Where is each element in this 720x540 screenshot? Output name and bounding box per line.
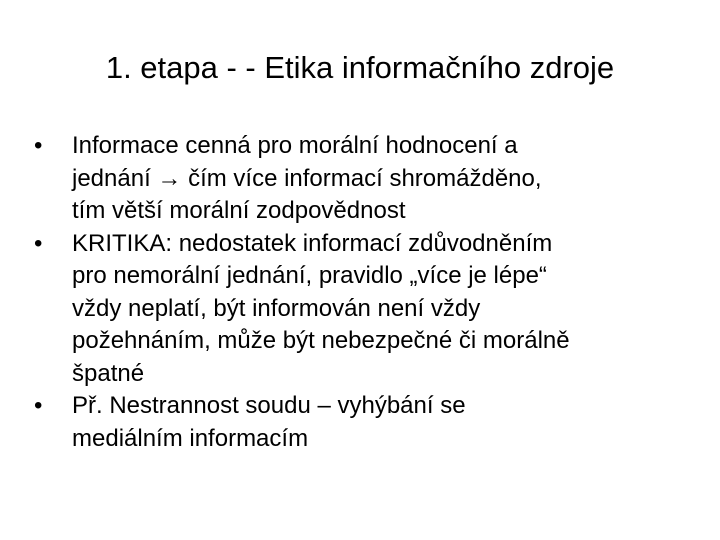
bullet-2-line-3: vždy neplatí, být informován není vždy bbox=[72, 294, 481, 322]
bullet-1-line-1: Informace cenná pro morální hodnocení a bbox=[72, 132, 518, 159]
bullet-item-3 bbox=[34, 390, 694, 455]
bullet-1-line-3: tím větší morální zodpovědnost bbox=[72, 197, 406, 224]
bullet-2-line-5: špatné bbox=[72, 359, 145, 387]
bullet-item-2 bbox=[34, 228, 694, 391]
bullet-3-line-1: Př. Nestrannost soudu – vyhýbání se bbox=[72, 392, 466, 419]
bullet-marker: • bbox=[34, 132, 43, 159]
bullet-2-line-2: pro nemorální jednání, pravidlo „více je lépe“ bbox=[72, 262, 547, 289]
bullet-2-line-1: KRITIKA: nedostatek informací zdůvodněním bbox=[72, 229, 553, 257]
bullet-3-line-2: mediálním informacím bbox=[72, 424, 309, 452]
bullet-2-line-4: požehnáním, může být nebezpečné či morálně bbox=[72, 327, 570, 354]
bullet-marker: • bbox=[34, 392, 43, 419]
bullet-item-1 bbox=[34, 130, 694, 228]
bullet-list bbox=[34, 130, 694, 455]
bullet-1-line-2: jednání → čím více informací shromážděno, bbox=[72, 164, 542, 192]
bullet-marker: • bbox=[34, 229, 43, 257]
slide-title: 1. etapa - - Etika informačního zdroje bbox=[105, 50, 615, 85]
